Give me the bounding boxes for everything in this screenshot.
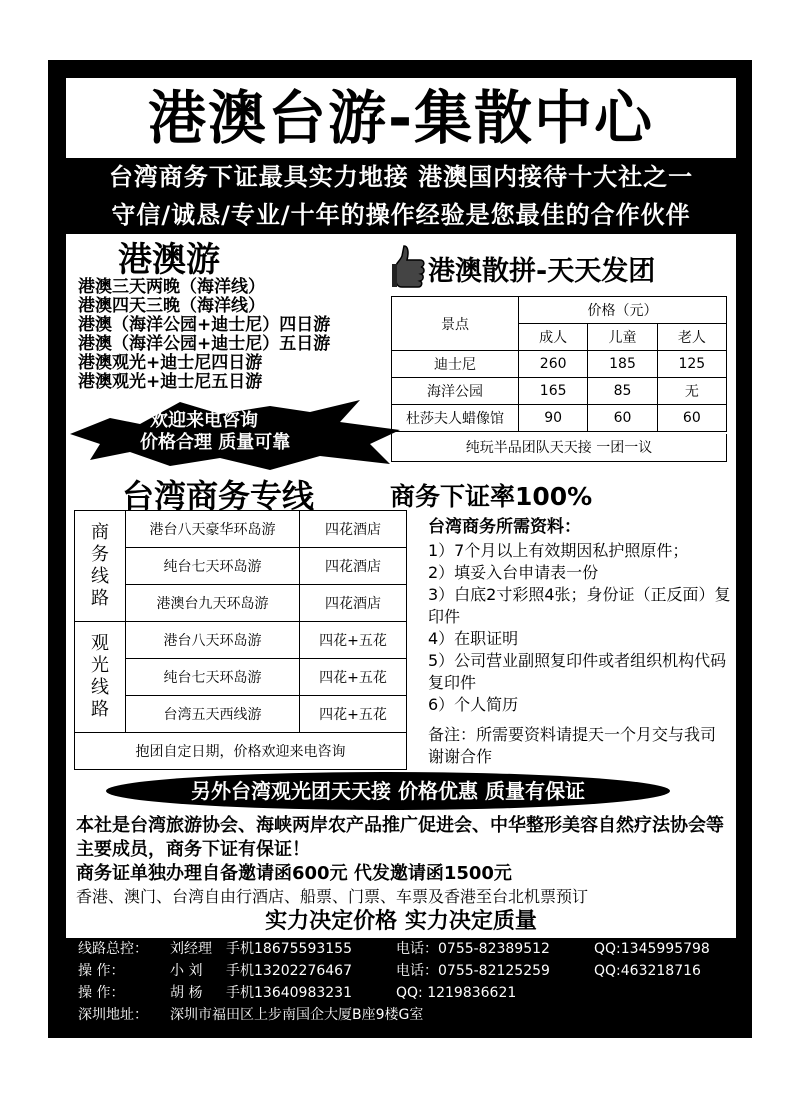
contact-row <box>66 938 736 960</box>
slogan: 实力决定价格 实力决定质量 <box>265 909 537 934</box>
contact-tel: 电话：0755-82125259 <box>396 963 550 979</box>
route-name: 港澳台九天环岛游 <box>126 585 300 622</box>
route-name: 纯台七天环岛游 <box>126 548 300 585</box>
contact-mobile: 手机13202276467 <box>226 963 352 979</box>
table-row <box>75 622 407 659</box>
header-child: 儿童 <box>588 324 657 351</box>
header-spot: 景点 <box>392 297 519 351</box>
route-hotel: 四花酒店 <box>300 548 407 585</box>
visa-fee-line: 商务证单独办理自备邀请函600元 代发邀请函1500元 <box>76 863 512 884</box>
table-row <box>392 351 727 378</box>
price-child: 185 <box>588 351 657 378</box>
contact-qq: QQ:463218716 <box>594 963 701 979</box>
gangao-list <box>78 278 330 392</box>
gangao-title: 港澳游 <box>118 240 220 280</box>
price-adult: 165 <box>519 378 588 405</box>
price-adult: 260 <box>519 351 588 378</box>
route-name: 港台八天环岛游 <box>126 622 300 659</box>
address-value: 深圳市福田区上步南国企大厦B座9楼G室 <box>170 1007 424 1023</box>
banner-text: 另外台湾观光团天天接 价格优惠 质量有保证 <box>191 779 585 803</box>
sanpin-title: 港澳散拼-天天发团 <box>428 256 656 287</box>
contact-row <box>66 982 736 1004</box>
spot-name: 迪士尼 <box>392 351 519 378</box>
route-hotel: 四花+五花 <box>300 659 407 696</box>
header-price: 价格（元） <box>519 297 727 324</box>
contact-role: 操 作： <box>78 963 125 979</box>
price-child: 60 <box>588 405 657 432</box>
ticket-line: 香港、澳门、台湾自由行酒店、船票、门票、车票及香港至台北机票预订 <box>76 887 589 906</box>
taiwan-rate: 商务下证率100% <box>390 482 593 511</box>
list-item: 港澳（海洋公园+迪士尼）五日游 <box>78 334 331 354</box>
table-row <box>392 378 727 405</box>
contact-mobile: 手机13640983231 <box>226 985 352 1001</box>
list-item: 1）7个月以上有效期因私护照原件； <box>428 541 689 560</box>
list-item: 4）在职证明 <box>428 629 519 648</box>
route-hotel: 四花+五花 <box>300 622 407 659</box>
list-item: 港澳观光+迪士尼四日游 <box>78 353 263 373</box>
category-business: 商务线路 <box>75 511 126 622</box>
list-item: 港澳（海洋公园+迪士尼）四日游 <box>78 315 331 335</box>
route-hotel: 四花酒店 <box>300 511 407 548</box>
thumbs-up-icon <box>392 244 426 288</box>
poster-title: 港澳台游-集散中心 <box>147 84 655 152</box>
price-senior: 125 <box>657 351 726 378</box>
list-item: 5）公司营业副照复印件或者组织机构代码复印件 <box>428 651 727 692</box>
category-sightseeing: 观光线路 <box>75 622 126 733</box>
table-row <box>392 405 727 432</box>
spot-name: 杜莎夫人蜡像馆 <box>392 405 519 432</box>
price-senior: 60 <box>657 405 726 432</box>
price-table <box>391 296 727 432</box>
membership-text: 本社是台湾旅游协会、海峡两岸农产品推广促进会、中华整形美容自然疗法协会等主要成员，商务下证有保证！ <box>76 815 724 860</box>
contact-mobile: 手机18675593155 <box>226 941 352 957</box>
welcome-line-2: 价格合理 质量可靠 <box>140 432 291 453</box>
contact-name: 胡 杨 <box>170 985 203 1001</box>
header-senior: 老人 <box>657 324 726 351</box>
contact-name: 刘经理 <box>170 941 212 957</box>
welcome-line-1: 欢迎来电咨询 <box>150 410 258 431</box>
table-row <box>75 511 407 548</box>
price-note: 纯玩半品团队天天接 一团一议 <box>391 434 727 462</box>
address-row <box>66 1004 736 1026</box>
route-footer: 抱团自定日期，价格欢迎来电咨询 <box>75 733 407 770</box>
contact-row <box>66 960 736 982</box>
contact-block <box>66 938 736 1026</box>
table-row <box>392 297 727 324</box>
spot-name: 海洋公园 <box>392 378 519 405</box>
tagline-1: 台湾商务下证最具实力地接 港澳国内接待十大社之一 <box>66 158 736 196</box>
route-hotel: 四花酒店 <box>300 585 407 622</box>
contact-role: 线路总控： <box>78 941 148 957</box>
address-label: 深圳地址： <box>78 1007 148 1023</box>
requirements-list <box>428 540 732 716</box>
route-table <box>74 510 407 770</box>
route-name: 台湾五天西线游 <box>126 696 300 733</box>
price-adult: 90 <box>519 405 588 432</box>
table-row <box>75 733 407 770</box>
route-hotel: 四花+五花 <box>300 696 407 733</box>
list-item: 港澳三天两晚（海洋线） <box>78 277 265 297</box>
contact-qq: QQ:1345995798 <box>594 941 710 957</box>
contact-name: 小 刘 <box>170 963 203 979</box>
contact-role: 操 作： <box>78 985 125 1001</box>
price-child: 85 <box>588 378 657 405</box>
list-item: 3）白底2寸彩照4张；身份证（正反面）复印件 <box>428 585 731 626</box>
list-item: 港澳观光+迪士尼五日游 <box>78 372 263 392</box>
contact-tel: 电话：0755-82389512 <box>396 941 550 957</box>
contact-qq: QQ: 1219836621 <box>396 985 517 1001</box>
list-item: 港澳四天三晚（海洋线） <box>78 296 265 316</box>
route-name: 纯台七天环岛游 <box>126 659 300 696</box>
route-name: 港台八天豪华环岛游 <box>126 511 300 548</box>
requirements-title: 台湾商务所需资料： <box>428 517 581 537</box>
list-item: 6）个人简历 <box>428 695 519 714</box>
list-item: 2）填妥入台申请表一份 <box>428 563 599 582</box>
price-senior: 无 <box>657 378 726 405</box>
tagline-2: 守信/诚恳/专业/十年的操作经验是您最佳的合作伙伴 <box>66 196 736 234</box>
header-adult: 成人 <box>519 324 588 351</box>
requirements-note: 备注：所需要资料请提天一个月交与我司 谢谢合作 <box>428 725 717 766</box>
taiwan-title: 台湾商务专线 <box>122 477 315 515</box>
